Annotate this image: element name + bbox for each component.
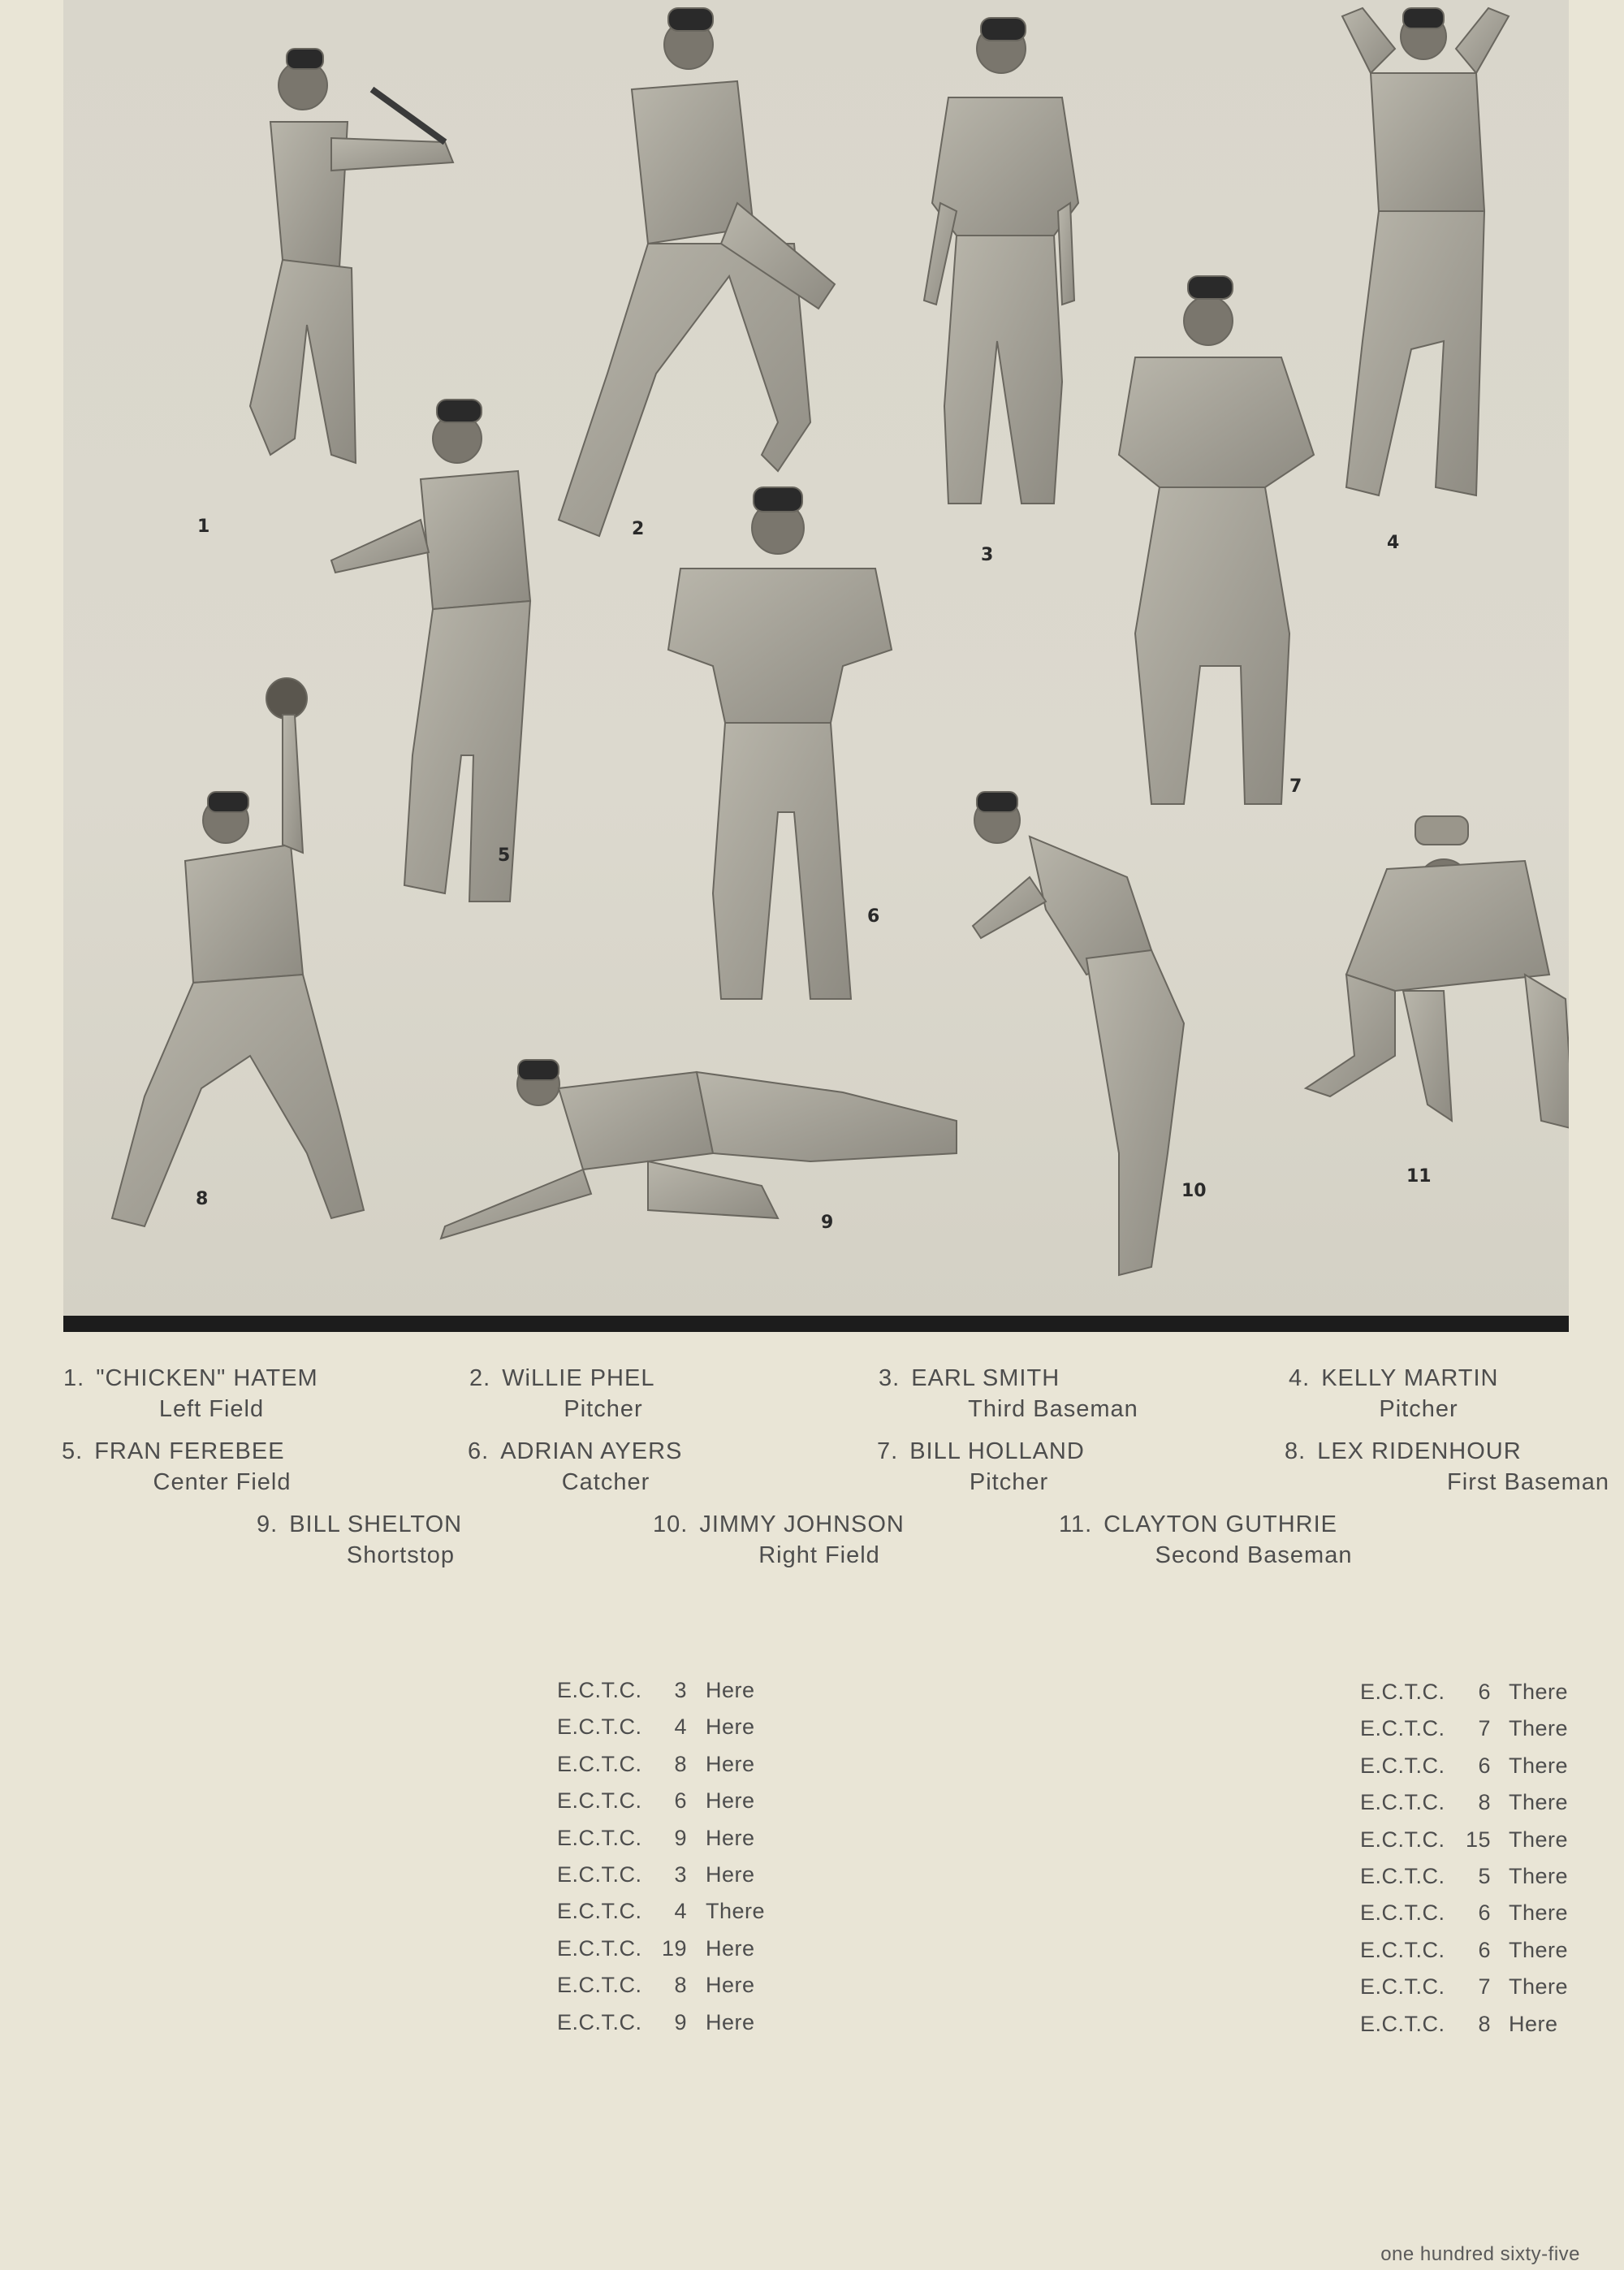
schedule-row: E.C.T.C. 8 Here — [557, 1751, 755, 1776]
caption-1: 1. "CHICKEN" HATEM Left Field — [63, 1363, 360, 1425]
photo-number-11: 11 — [1406, 1166, 1432, 1187]
caption-9: 9. BILL SHELTON Shortstop — [257, 1509, 545, 1571]
schedule-row: E.C.T.C. 9 Here — [557, 2009, 755, 2034]
player-figures — [63, 0, 1569, 1316]
schedule-row: E.C.T.C. 4 Here — [557, 1714, 755, 1740]
caption-position: Pitcher — [1379, 1396, 1458, 1422]
caption-name: BILL HOLLAND — [909, 1438, 1085, 1464]
caption-name: EARL SMITH — [911, 1365, 1060, 1391]
photo-number-10: 10 — [1181, 1181, 1207, 1201]
caption-position: First Baseman — [1447, 1469, 1609, 1495]
schedule-row: E.C.T.C. 7 There — [1360, 1716, 1569, 1741]
photo-number-3: 3 — [981, 545, 994, 565]
schedule-row: E.C.T.C. 6 Here — [557, 1788, 755, 1814]
player-1-figure — [250, 49, 453, 463]
player-2-figure — [559, 8, 835, 536]
schedule-row: E.C.T.C. 7 There — [1360, 1974, 1569, 2000]
schedule-row: E.C.T.C. 6 There — [1360, 1900, 1569, 1926]
caption-name: ADRIAN AYERS — [500, 1438, 683, 1464]
schedule-row: E.C.T.C. 6 There — [1360, 1753, 1569, 1778]
caption-11: 11. CLAYTON GUTHRIE Second Baseman — [1059, 1509, 1449, 1571]
schedule-left — [62, 1678, 776, 2047]
photo-number-7: 7 — [1289, 776, 1302, 797]
schedule-row: E.C.T.C. 6 There — [1360, 1937, 1569, 1962]
caption-10: 10. JIMMY JOHNSON Right Field — [653, 1509, 986, 1571]
schedule-row: E.C.T.C. 5 There — [1360, 1863, 1569, 1888]
schedule-row: E.C.T.C. 8 Here — [1360, 2011, 1558, 2036]
photo-number-1: 1 — [197, 517, 210, 537]
caption-6: 6. ADRIAN AYERS Catcher — [468, 1436, 744, 1498]
team-photo-collage — [63, 0, 1569, 1316]
photo-number-8: 8 — [196, 1189, 209, 1209]
schedule-row: E.C.T.C. 8 There — [1360, 1790, 1569, 1815]
player-9-figure — [441, 1060, 957, 1239]
divider-rule — [63, 1316, 1569, 1332]
caption-7: 7. BILL HOLLAND Pitcher — [877, 1436, 1141, 1498]
schedule-row: E.C.T.C. 6 There — [1360, 1680, 1569, 1704]
photo-number-6: 6 — [867, 906, 880, 927]
caption-name: "CHICKEN" HATEM — [96, 1365, 318, 1391]
caption-5: 5. FRAN FEREBEE Center Field — [62, 1436, 382, 1498]
photo-number-2: 2 — [632, 519, 645, 539]
page-number-footer: one hundred sixty-five — [1380, 2243, 1580, 2265]
photo-number-5: 5 — [498, 845, 511, 866]
caption-3: 3. EARL SMITH Third Baseman — [879, 1363, 1228, 1425]
schedule-row: E.C.T.C. 3 Here — [557, 1861, 755, 1887]
caption-4: 4. KELLY MARTIN Pitcher — [1289, 1363, 1548, 1425]
photo-number-9: 9 — [821, 1213, 834, 1233]
caption-position: Catcher — [561, 1469, 650, 1495]
caption-name: WiLLIE PHEL — [502, 1365, 655, 1391]
player-8-figure — [112, 678, 364, 1226]
player-5-figure — [331, 400, 530, 902]
caption-2: 2. WiLLIE PHEL Pitcher — [469, 1363, 737, 1425]
schedule-row: E.C.T.C. 3 Here — [557, 1678, 755, 1702]
caption-position: Pitcher — [564, 1396, 643, 1422]
schedule-row: E.C.T.C. 9 Here — [557, 1825, 755, 1850]
caption-position: Second Baseman — [1155, 1542, 1353, 1568]
caption-position: Right Field — [758, 1542, 880, 1568]
player-3-figure — [924, 18, 1078, 504]
caption-name: CLAYTON GUTHRIE — [1104, 1511, 1338, 1537]
caption-8: 8. LEX RIDENHOUR First Baseman — [1285, 1436, 1609, 1498]
caption-name: FRAN FEREBEE — [94, 1438, 285, 1464]
player-10-figure — [973, 792, 1184, 1275]
caption-position: Left Field — [158, 1396, 265, 1422]
schedule-right — [859, 1680, 1574, 2048]
caption-name: JIMMY JOHNSON — [699, 1511, 905, 1537]
photo-number-4: 4 — [1387, 533, 1400, 553]
caption-position: Third Baseman — [968, 1396, 1138, 1422]
player-6-figure — [668, 487, 892, 999]
caption-name: KELLY MARTIN — [1321, 1365, 1499, 1391]
player-4-figure — [1342, 8, 1509, 495]
schedule-row: E.C.T.C. 8 Here — [557, 1973, 755, 1998]
schedule-row: E.C.T.C. 19 Here — [557, 1935, 755, 1961]
player-11-figure — [1306, 816, 1569, 1129]
caption-position: Shortstop — [346, 1542, 456, 1568]
caption-position: Pitcher — [969, 1469, 1049, 1495]
caption-name: LEX RIDENHOUR — [1317, 1438, 1522, 1464]
schedule-row: E.C.T.C. 4 There — [557, 1899, 766, 1924]
caption-name: BILL SHELTON — [289, 1511, 463, 1537]
schedule-row: E.C.T.C. 15 There — [1360, 1827, 1569, 1852]
player-7-figure — [1119, 276, 1314, 804]
caption-position: Center Field — [153, 1469, 292, 1495]
